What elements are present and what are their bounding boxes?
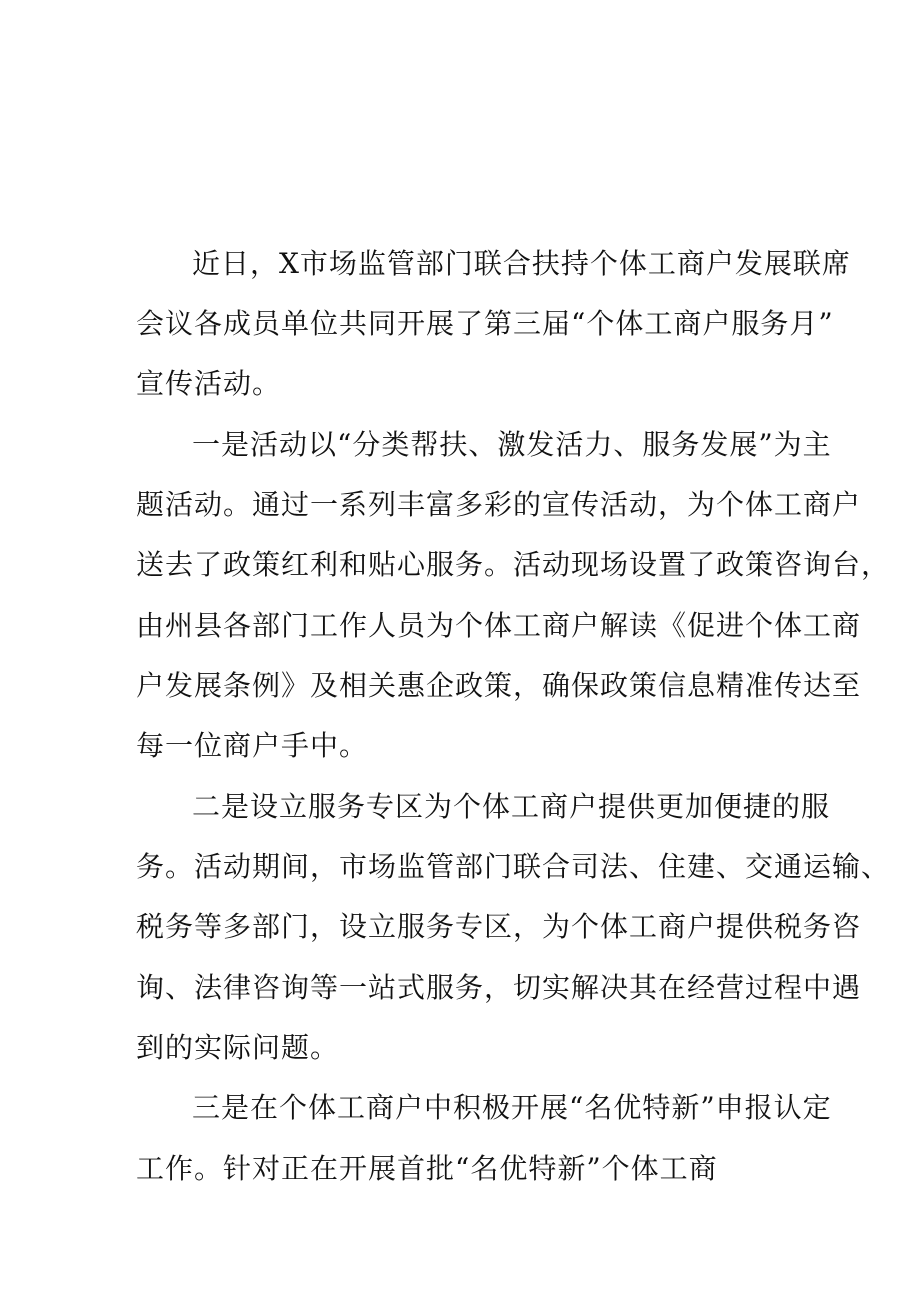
paragraph-4-line-1: 三是在个体工商户中积极开展“名优特新”申报认定 (192, 1091, 832, 1124)
paragraph-4-line-2: 工作。针对正在开展首批“名优特新”个体工商 (136, 1152, 718, 1185)
paragraph-2-line-5: 户发展条例》及相关惠企政策，确保政策信息精准传达至 (136, 669, 862, 702)
paragraph-2-line-4: 由州县各部门工作人员为个体工商户解读《促进个体工商 (136, 609, 862, 642)
paragraph-3-line-3: 税务等多部门，设立服务专区，为个体工商户提供税务咨 (136, 910, 862, 943)
paragraph-2-line-6: 每一位商户手中。 (136, 729, 369, 762)
paragraph-2-line-3: 送去了政策红利和贴心服务。活动现场设置了政策咨询台， (136, 548, 891, 581)
paragraph-2-line-2: 题活动。通过一系列丰富多彩的宣传活动，为个体工商户 (136, 488, 862, 521)
paragraph-1-line-3: 宣传活动。 (136, 367, 282, 400)
paragraph-3-line-2: 务。活动期间，市场监管部门联合司法、住建、交通运输、 (136, 850, 891, 883)
paragraph-1-line-1: 近日，X市场监管部门联合扶持个体工商户发展联席 (192, 247, 851, 280)
paragraph-3-line-1: 二是设立服务专区为个体工商户提供更加便捷的服 (192, 790, 831, 823)
paragraph-3-line-4: 询、法律咨询等一站式服务，切实解决其在经营过程中遇 (136, 971, 862, 1004)
paragraph-2-line-1: 一是活动以“分类帮扶、激发活力、服务发展”为主 (192, 428, 832, 461)
paragraph-1-line-2: 会议各成员单位共同开展了第三届“个体工商户服务月” (136, 307, 834, 340)
paragraph-3-line-5: 到的实际问题。 (136, 1031, 340, 1064)
